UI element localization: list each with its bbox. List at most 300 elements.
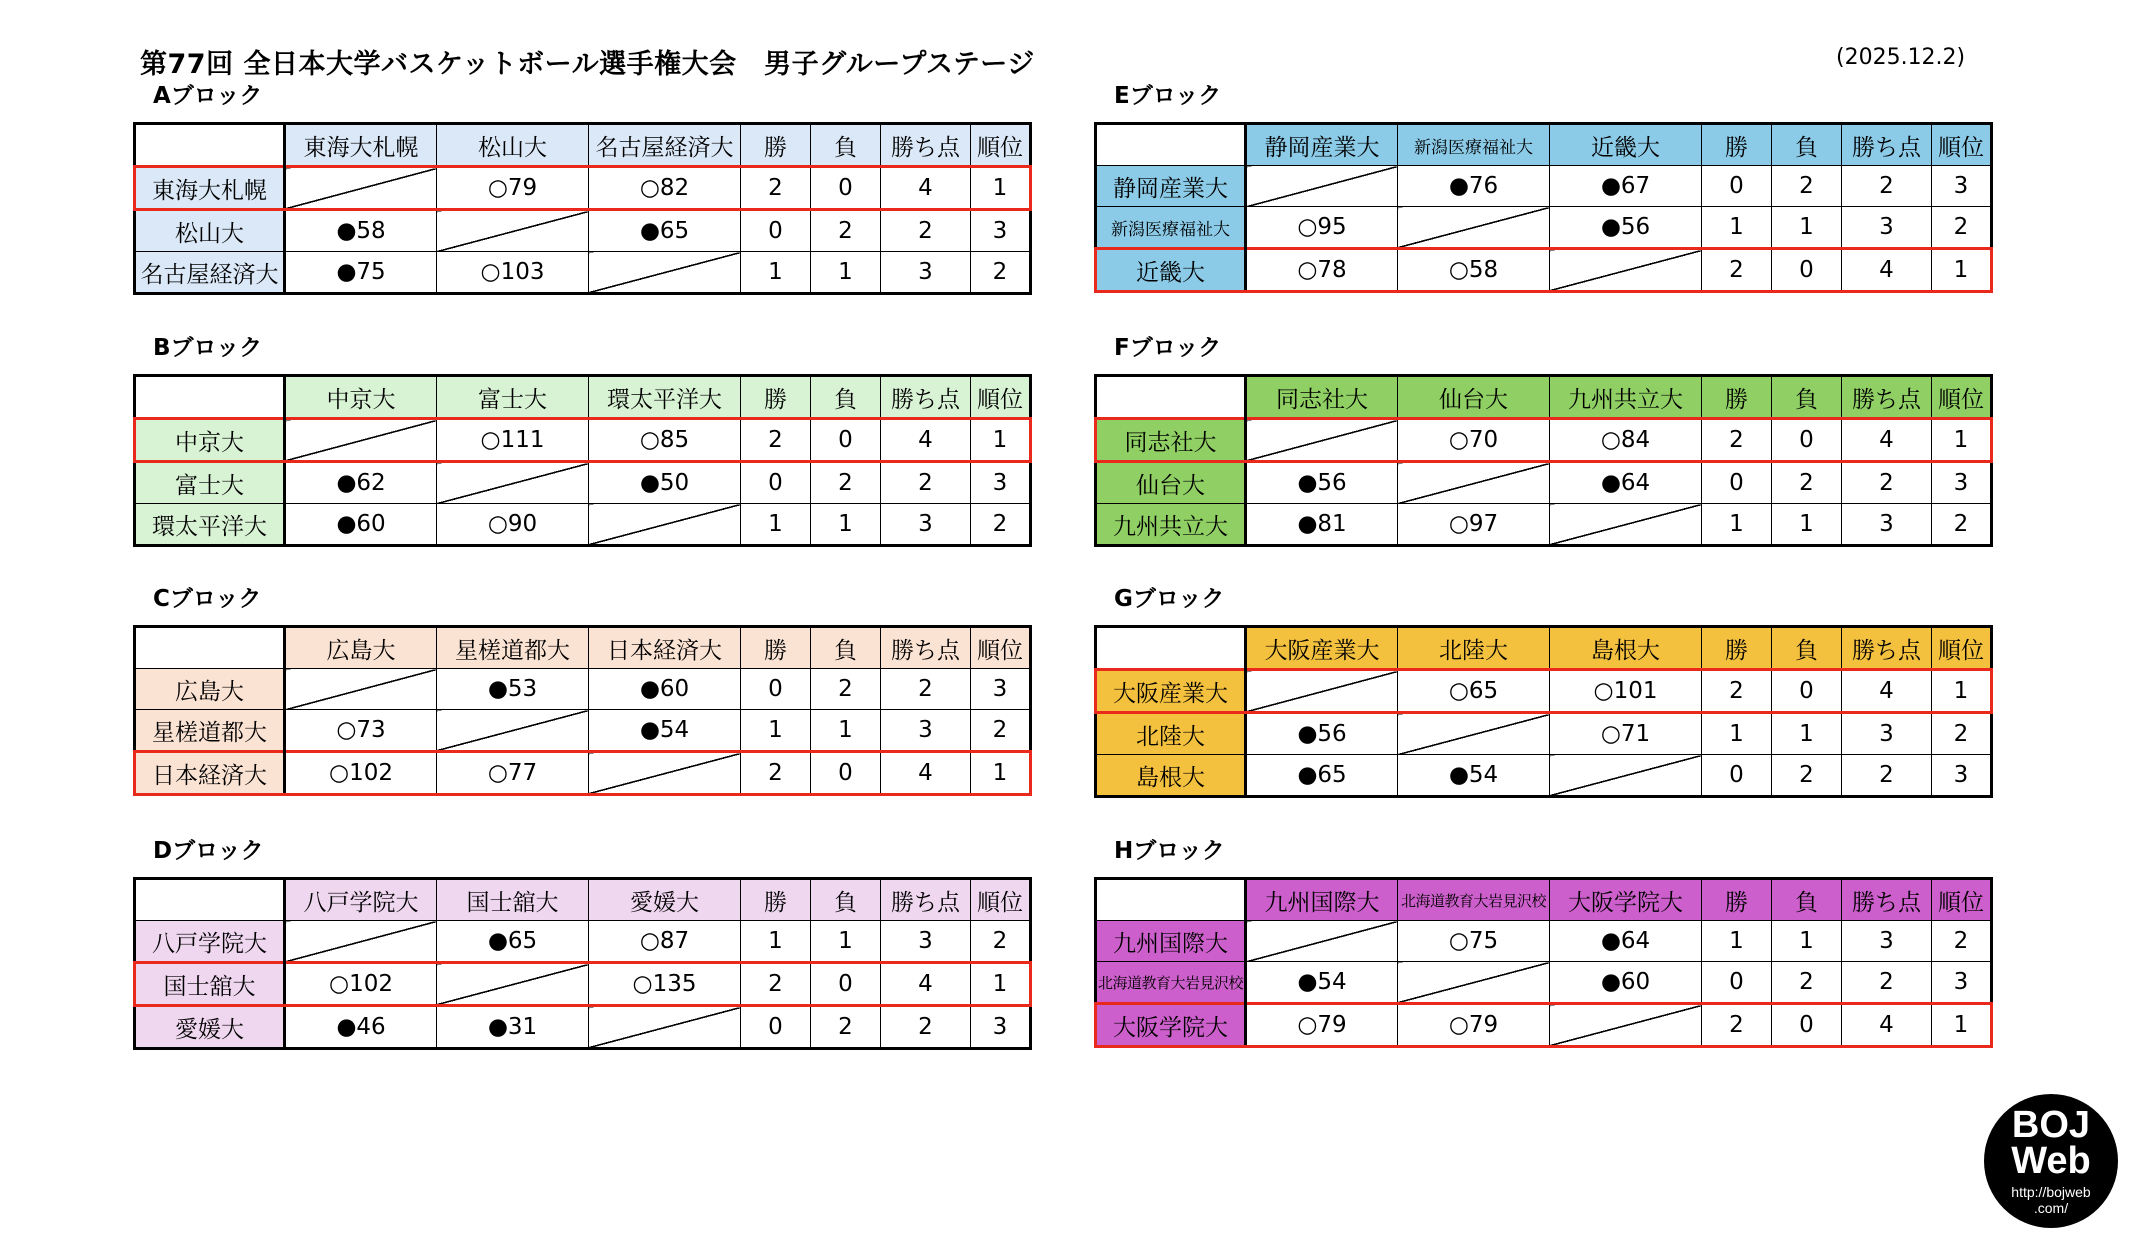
block-a <box>133 83 1032 295</box>
column-team-header: 仙台大 <box>1398 376 1550 419</box>
diagonal-cell <box>1550 1004 1702 1047</box>
result-cell <box>1550 670 1702 713</box>
result-value: ○102 <box>329 760 393 786</box>
rank-value: 3 <box>971 462 1031 504</box>
rank-header: 順位 <box>971 376 1031 419</box>
points-value: 3 <box>881 504 971 546</box>
win-header: 勝 <box>1702 124 1772 166</box>
result-cell <box>589 963 741 1006</box>
column-team-header: 広島大 <box>285 627 437 669</box>
result-cell <box>1246 713 1398 755</box>
points-value: 4 <box>881 419 971 462</box>
points-value: 3 <box>881 921 971 963</box>
diagonal-cell <box>285 921 437 963</box>
result-cell <box>1398 1004 1550 1047</box>
win-count: 0 <box>1702 962 1772 1004</box>
table-row <box>135 710 1031 752</box>
win-count: 0 <box>1702 166 1772 207</box>
result-cell <box>1398 166 1550 207</box>
rank-value: 2 <box>1932 504 1992 546</box>
loss-count: 0 <box>811 419 881 462</box>
diagonal-cell <box>1550 755 1702 797</box>
result-value: ●65 <box>639 218 690 244</box>
result-cell <box>589 921 741 963</box>
result-cell <box>285 252 437 294</box>
result-value: ●54 <box>639 717 690 743</box>
win-count: 2 <box>1702 249 1772 292</box>
result-value: ○135 <box>632 971 697 997</box>
win-header: 勝 <box>1702 879 1772 921</box>
row-team-name: 環太平洋大 <box>135 504 285 546</box>
result-value: ○77 <box>487 760 538 786</box>
points-value: 4 <box>881 963 971 1006</box>
table-row <box>135 210 1031 252</box>
table-row <box>135 419 1031 462</box>
result-value: ●58 <box>336 218 386 244</box>
points-value: 4 <box>1842 670 1932 713</box>
result-cell <box>437 669 589 710</box>
result-cell <box>285 1006 437 1049</box>
points-header: 勝ち点 <box>1842 879 1932 921</box>
points-value: 2 <box>881 462 971 504</box>
points-value: 4 <box>1842 419 1932 462</box>
date-label: (2025.12.2) <box>1836 45 1966 70</box>
bojweb-logo[interactable] <box>1984 1094 2118 1228</box>
row-team-name: 北陸大 <box>1096 713 1246 755</box>
result-value: ●56 <box>1600 214 1651 240</box>
points-value: 4 <box>881 167 971 210</box>
result-cell <box>1246 207 1398 249</box>
result-cell <box>1550 166 1702 207</box>
table-row <box>1096 755 1992 797</box>
win-count: 1 <box>741 252 811 294</box>
standings-table <box>133 122 1032 295</box>
win-count: 0 <box>741 669 811 710</box>
win-header: 勝 <box>741 124 811 167</box>
points-header: 勝ち点 <box>1842 124 1932 166</box>
win-count: 1 <box>741 921 811 963</box>
rank-value: 2 <box>1932 921 1992 962</box>
loss-count: 0 <box>811 752 881 795</box>
points-header: 勝ち点 <box>881 124 971 167</box>
corner-cell <box>135 879 285 921</box>
rank-value: 1 <box>971 752 1031 795</box>
table-row <box>1096 419 1992 462</box>
result-value: ○82 <box>639 175 690 201</box>
block-e <box>1094 83 1993 293</box>
result-value: ●81 <box>1297 511 1347 537</box>
result-value: ●53 <box>487 676 538 702</box>
diagonal-cell <box>437 963 589 1006</box>
result-value: ○75 <box>1448 928 1499 954</box>
table-row <box>135 462 1031 504</box>
table-row <box>1096 1004 1992 1047</box>
standings-table <box>1094 122 1993 293</box>
rank-value: 3 <box>1932 962 1992 1004</box>
result-value: ○79 <box>1448 1012 1499 1038</box>
column-team-header: 国士舘大 <box>437 879 589 921</box>
diagonal-cell <box>1246 419 1398 462</box>
win-count: 1 <box>1702 207 1772 249</box>
result-value: ●54 <box>1297 969 1347 995</box>
result-value: ○73 <box>336 717 386 743</box>
rank-header: 順位 <box>971 627 1031 669</box>
result-value: ●60 <box>1600 969 1651 995</box>
win-header: 勝 <box>1702 627 1772 670</box>
loss-count: 2 <box>1772 462 1842 504</box>
loss-count: 2 <box>811 210 881 252</box>
column-team-header: 九州共立大 <box>1550 376 1702 419</box>
loss-header: 負 <box>811 627 881 669</box>
block-d <box>133 838 1032 1050</box>
corner-cell <box>1096 627 1246 670</box>
column-team-header: 環太平洋大 <box>589 376 741 419</box>
diagonal-cell <box>589 752 741 795</box>
row-team-name: 日本経済大 <box>135 752 285 795</box>
rank-header: 順位 <box>1932 124 1992 166</box>
result-cell <box>437 252 589 294</box>
diagonal-cell <box>437 462 589 504</box>
rank-value: 1 <box>1932 670 1992 713</box>
column-team-header: 新潟医療福祉大 <box>1398 124 1550 166</box>
result-cell <box>589 710 741 752</box>
win-count: 2 <box>1702 670 1772 713</box>
rank-value: 2 <box>971 504 1031 546</box>
row-team-name: 静岡産業大 <box>1096 166 1246 207</box>
row-team-name: 八戸学院大 <box>135 921 285 963</box>
result-cell <box>1550 207 1702 249</box>
table-row <box>135 504 1031 546</box>
table-row <box>1096 249 1992 292</box>
result-cell <box>437 167 589 210</box>
column-team-header: 東海大札幌 <box>285 124 437 167</box>
corner-cell <box>135 124 285 167</box>
win-count: 2 <box>741 963 811 1006</box>
result-value: ●76 <box>1448 173 1499 199</box>
loss-count: 2 <box>1772 755 1842 797</box>
result-value: ●62 <box>336 470 386 496</box>
result-cell <box>285 963 437 1006</box>
result-value: ○58 <box>1448 257 1499 283</box>
block-title: Gブロック <box>1114 586 1225 612</box>
column-team-header: 近畿大 <box>1550 124 1702 166</box>
loss-count: 2 <box>811 669 881 710</box>
win-count: 1 <box>1702 921 1772 962</box>
result-cell <box>1398 249 1550 292</box>
result-cell <box>1550 921 1702 962</box>
win-count: 0 <box>741 462 811 504</box>
result-cell <box>1398 419 1550 462</box>
points-value: 3 <box>1842 921 1932 962</box>
win-count: 2 <box>1702 1004 1772 1047</box>
row-team-name: 名古屋経済大 <box>135 252 285 294</box>
win-count: 0 <box>1702 462 1772 504</box>
rank-header: 順位 <box>1932 376 1992 419</box>
loss-header: 負 <box>1772 376 1842 419</box>
win-count: 1 <box>1702 713 1772 755</box>
points-value: 3 <box>1842 713 1932 755</box>
diagonal-cell <box>1398 962 1550 1004</box>
block-f <box>1094 335 1993 547</box>
diagonal-cell <box>589 1006 741 1049</box>
result-cell <box>1398 670 1550 713</box>
result-cell <box>1246 462 1398 504</box>
rank-value: 1 <box>1932 249 1992 292</box>
diagonal-cell <box>1398 207 1550 249</box>
result-value: ●67 <box>1600 173 1651 199</box>
row-team-name: 大阪産業大 <box>1096 670 1246 713</box>
column-team-header: 同志社大 <box>1246 376 1398 419</box>
corner-cell <box>135 627 285 669</box>
result-cell <box>1246 755 1398 797</box>
diagonal-cell <box>1550 504 1702 546</box>
diagonal-cell <box>1398 462 1550 504</box>
loss-count: 0 <box>811 963 881 1006</box>
standings-table <box>1094 374 1993 547</box>
rank-value: 3 <box>971 1006 1031 1049</box>
rank-header: 順位 <box>971 879 1031 921</box>
rank-value: 3 <box>971 210 1031 252</box>
result-cell <box>1246 962 1398 1004</box>
points-value: 4 <box>881 752 971 795</box>
corner-cell <box>135 376 285 419</box>
block-title: Aブロック <box>153 83 263 109</box>
result-cell <box>437 921 589 963</box>
column-team-header: 島根大 <box>1550 627 1702 670</box>
diagonal-cell <box>285 419 437 462</box>
block-title: Dブロック <box>153 838 264 864</box>
result-cell <box>285 210 437 252</box>
win-header: 勝 <box>741 879 811 921</box>
points-value: 2 <box>881 1006 971 1049</box>
standings-table <box>1094 877 1993 1048</box>
points-header: 勝ち点 <box>1842 627 1932 670</box>
result-cell <box>1398 504 1550 546</box>
block-c <box>133 586 1032 796</box>
win-count: 0 <box>1702 755 1772 797</box>
points-header: 勝ち点 <box>881 879 971 921</box>
result-cell <box>1246 249 1398 292</box>
rank-value: 2 <box>971 710 1031 752</box>
diagonal-cell <box>285 167 437 210</box>
corner-cell <box>1096 376 1246 419</box>
block-title: Hブロック <box>1114 838 1225 864</box>
diagonal-cell <box>437 210 589 252</box>
points-value: 2 <box>1842 462 1932 504</box>
table-row <box>135 669 1031 710</box>
result-value: ○87 <box>639 928 690 954</box>
points-value: 2 <box>1842 962 1932 1004</box>
row-team-name: 愛媛大 <box>135 1006 285 1049</box>
corner-cell <box>1096 879 1246 921</box>
rank-value: 2 <box>971 921 1031 963</box>
table-row <box>135 167 1031 210</box>
points-value: 3 <box>1842 504 1932 546</box>
table-row <box>1096 921 1992 962</box>
loss-count: 2 <box>1772 962 1842 1004</box>
block-h <box>1094 838 1993 1048</box>
row-team-name: 北海道教育大岩見沢校 <box>1096 962 1246 1004</box>
loss-header: 負 <box>1772 124 1842 166</box>
result-value: ○84 <box>1600 427 1651 453</box>
rank-value: 3 <box>1932 166 1992 207</box>
result-value: ●65 <box>487 928 538 954</box>
diagonal-cell <box>589 504 741 546</box>
loss-count: 2 <box>811 462 881 504</box>
table-row <box>135 921 1031 963</box>
win-count: 2 <box>741 752 811 795</box>
result-value: ○65 <box>1448 678 1499 704</box>
win-count: 2 <box>1702 419 1772 462</box>
table-row <box>135 963 1031 1006</box>
table-row <box>135 1006 1031 1049</box>
points-value: 2 <box>1842 755 1932 797</box>
result-value: ●65 <box>1297 762 1347 788</box>
result-value: ●60 <box>639 676 690 702</box>
result-value: ●75 <box>336 259 386 285</box>
win-count: 1 <box>741 504 811 546</box>
diagonal-cell <box>1246 921 1398 962</box>
result-cell <box>437 1006 589 1049</box>
rank-value: 3 <box>1932 755 1992 797</box>
points-value: 4 <box>1842 1004 1932 1047</box>
table-row <box>135 252 1031 294</box>
points-header: 勝ち点 <box>881 376 971 419</box>
column-team-header: 九州国際大 <box>1246 879 1398 921</box>
result-cell <box>285 752 437 795</box>
column-team-header: 富士大 <box>437 376 589 419</box>
diagonal-cell <box>1246 670 1398 713</box>
result-cell <box>285 710 437 752</box>
block-title: Fブロック <box>1114 335 1222 361</box>
header-row <box>135 376 1031 419</box>
diagonal-cell <box>1398 713 1550 755</box>
rank-value: 3 <box>971 669 1031 710</box>
rank-value: 1 <box>1932 1004 1992 1047</box>
result-cell <box>1246 504 1398 546</box>
win-count: 2 <box>741 419 811 462</box>
column-team-header: 名古屋経済大 <box>589 124 741 167</box>
standings-table <box>1094 625 1993 798</box>
header-row <box>1096 124 1992 166</box>
result-cell <box>589 210 741 252</box>
header-row <box>1096 627 1992 670</box>
diagonal-cell <box>589 252 741 294</box>
result-value: ○90 <box>487 511 538 537</box>
rank-value: 1 <box>1932 419 1992 462</box>
result-value: ●56 <box>1297 721 1347 747</box>
win-count: 2 <box>741 167 811 210</box>
points-value: 3 <box>881 252 971 294</box>
result-cell <box>1398 755 1550 797</box>
row-team-name: 新潟医療福祉大 <box>1096 207 1246 249</box>
page-title: 第77回 全日本大学バスケットボール選手権大会 男子グループステージ <box>140 49 1035 80</box>
win-header: 勝 <box>741 376 811 419</box>
logo-line-1: BOJ <box>2011 1104 2091 1146</box>
column-team-header: 八戸学院大 <box>285 879 437 921</box>
diagonal-cell <box>437 710 589 752</box>
loss-header: 負 <box>1772 879 1842 921</box>
loss-header: 負 <box>811 124 881 167</box>
result-cell <box>1246 1004 1398 1047</box>
points-value: 3 <box>881 710 971 752</box>
win-count: 0 <box>741 1006 811 1049</box>
result-value: ●64 <box>1600 928 1651 954</box>
win-header: 勝 <box>741 627 811 669</box>
result-value: ●50 <box>639 470 690 496</box>
result-cell <box>1550 962 1702 1004</box>
column-team-header: 松山大 <box>437 124 589 167</box>
result-cell <box>1550 419 1702 462</box>
table-row <box>1096 207 1992 249</box>
result-value: ●64 <box>1600 470 1651 496</box>
block-title: Eブロック <box>1114 83 1222 109</box>
block-title: Bブロック <box>153 335 263 361</box>
row-team-name: 近畿大 <box>1096 249 1246 292</box>
result-value: ●54 <box>1448 762 1499 788</box>
header-row <box>135 627 1031 669</box>
standings-table <box>133 877 1032 1050</box>
points-header: 勝ち点 <box>1842 376 1932 419</box>
header-row <box>135 124 1031 167</box>
row-team-name: 広島大 <box>135 669 285 710</box>
column-team-header: 日本経済大 <box>589 627 741 669</box>
logo-line-2: Web <box>2011 1140 2091 1182</box>
result-cell <box>589 167 741 210</box>
column-team-header: 北陸大 <box>1398 627 1550 670</box>
loss-count: 0 <box>811 167 881 210</box>
loss-count: 0 <box>1772 249 1842 292</box>
result-value: ○102 <box>329 971 393 997</box>
table-row <box>1096 962 1992 1004</box>
loss-header: 負 <box>1772 627 1842 670</box>
result-cell <box>1398 921 1550 962</box>
rank-value: 1 <box>971 963 1031 1006</box>
column-team-header: 北海道教育大岩見沢校 <box>1398 879 1550 921</box>
rank-value: 2 <box>1932 713 1992 755</box>
points-value: 3 <box>1842 207 1932 249</box>
loss-count: 2 <box>811 1006 881 1049</box>
points-header: 勝ち点 <box>881 627 971 669</box>
row-team-name: 東海大札幌 <box>135 167 285 210</box>
loss-header: 負 <box>811 376 881 419</box>
header-row <box>1096 376 1992 419</box>
row-team-name: 国士舘大 <box>135 963 285 1006</box>
rank-header: 順位 <box>1932 627 1992 670</box>
result-value: ●46 <box>336 1014 386 1040</box>
rank-value: 3 <box>1932 462 1992 504</box>
column-team-header: 愛媛大 <box>589 879 741 921</box>
loss-count: 1 <box>811 504 881 546</box>
block-title: Cブロック <box>153 586 262 612</box>
loss-count: 1 <box>1772 504 1842 546</box>
loss-count: 1 <box>811 710 881 752</box>
table-row <box>1096 462 1992 504</box>
rank-value: 1 <box>971 167 1031 210</box>
row-team-name: 仙台大 <box>1096 462 1246 504</box>
rank-value: 2 <box>1932 207 1992 249</box>
result-cell <box>1550 462 1702 504</box>
column-team-header: 中京大 <box>285 376 437 419</box>
corner-cell <box>1096 124 1246 166</box>
rank-header: 順位 <box>971 124 1031 167</box>
result-value: ○103 <box>480 259 545 285</box>
table-row <box>1096 166 1992 207</box>
row-team-name: 九州共立大 <box>1096 504 1246 546</box>
table-row <box>1096 670 1992 713</box>
logo-url: http://bojweb .com/ <box>2011 1184 2091 1216</box>
column-team-header: 静岡産業大 <box>1246 124 1398 166</box>
